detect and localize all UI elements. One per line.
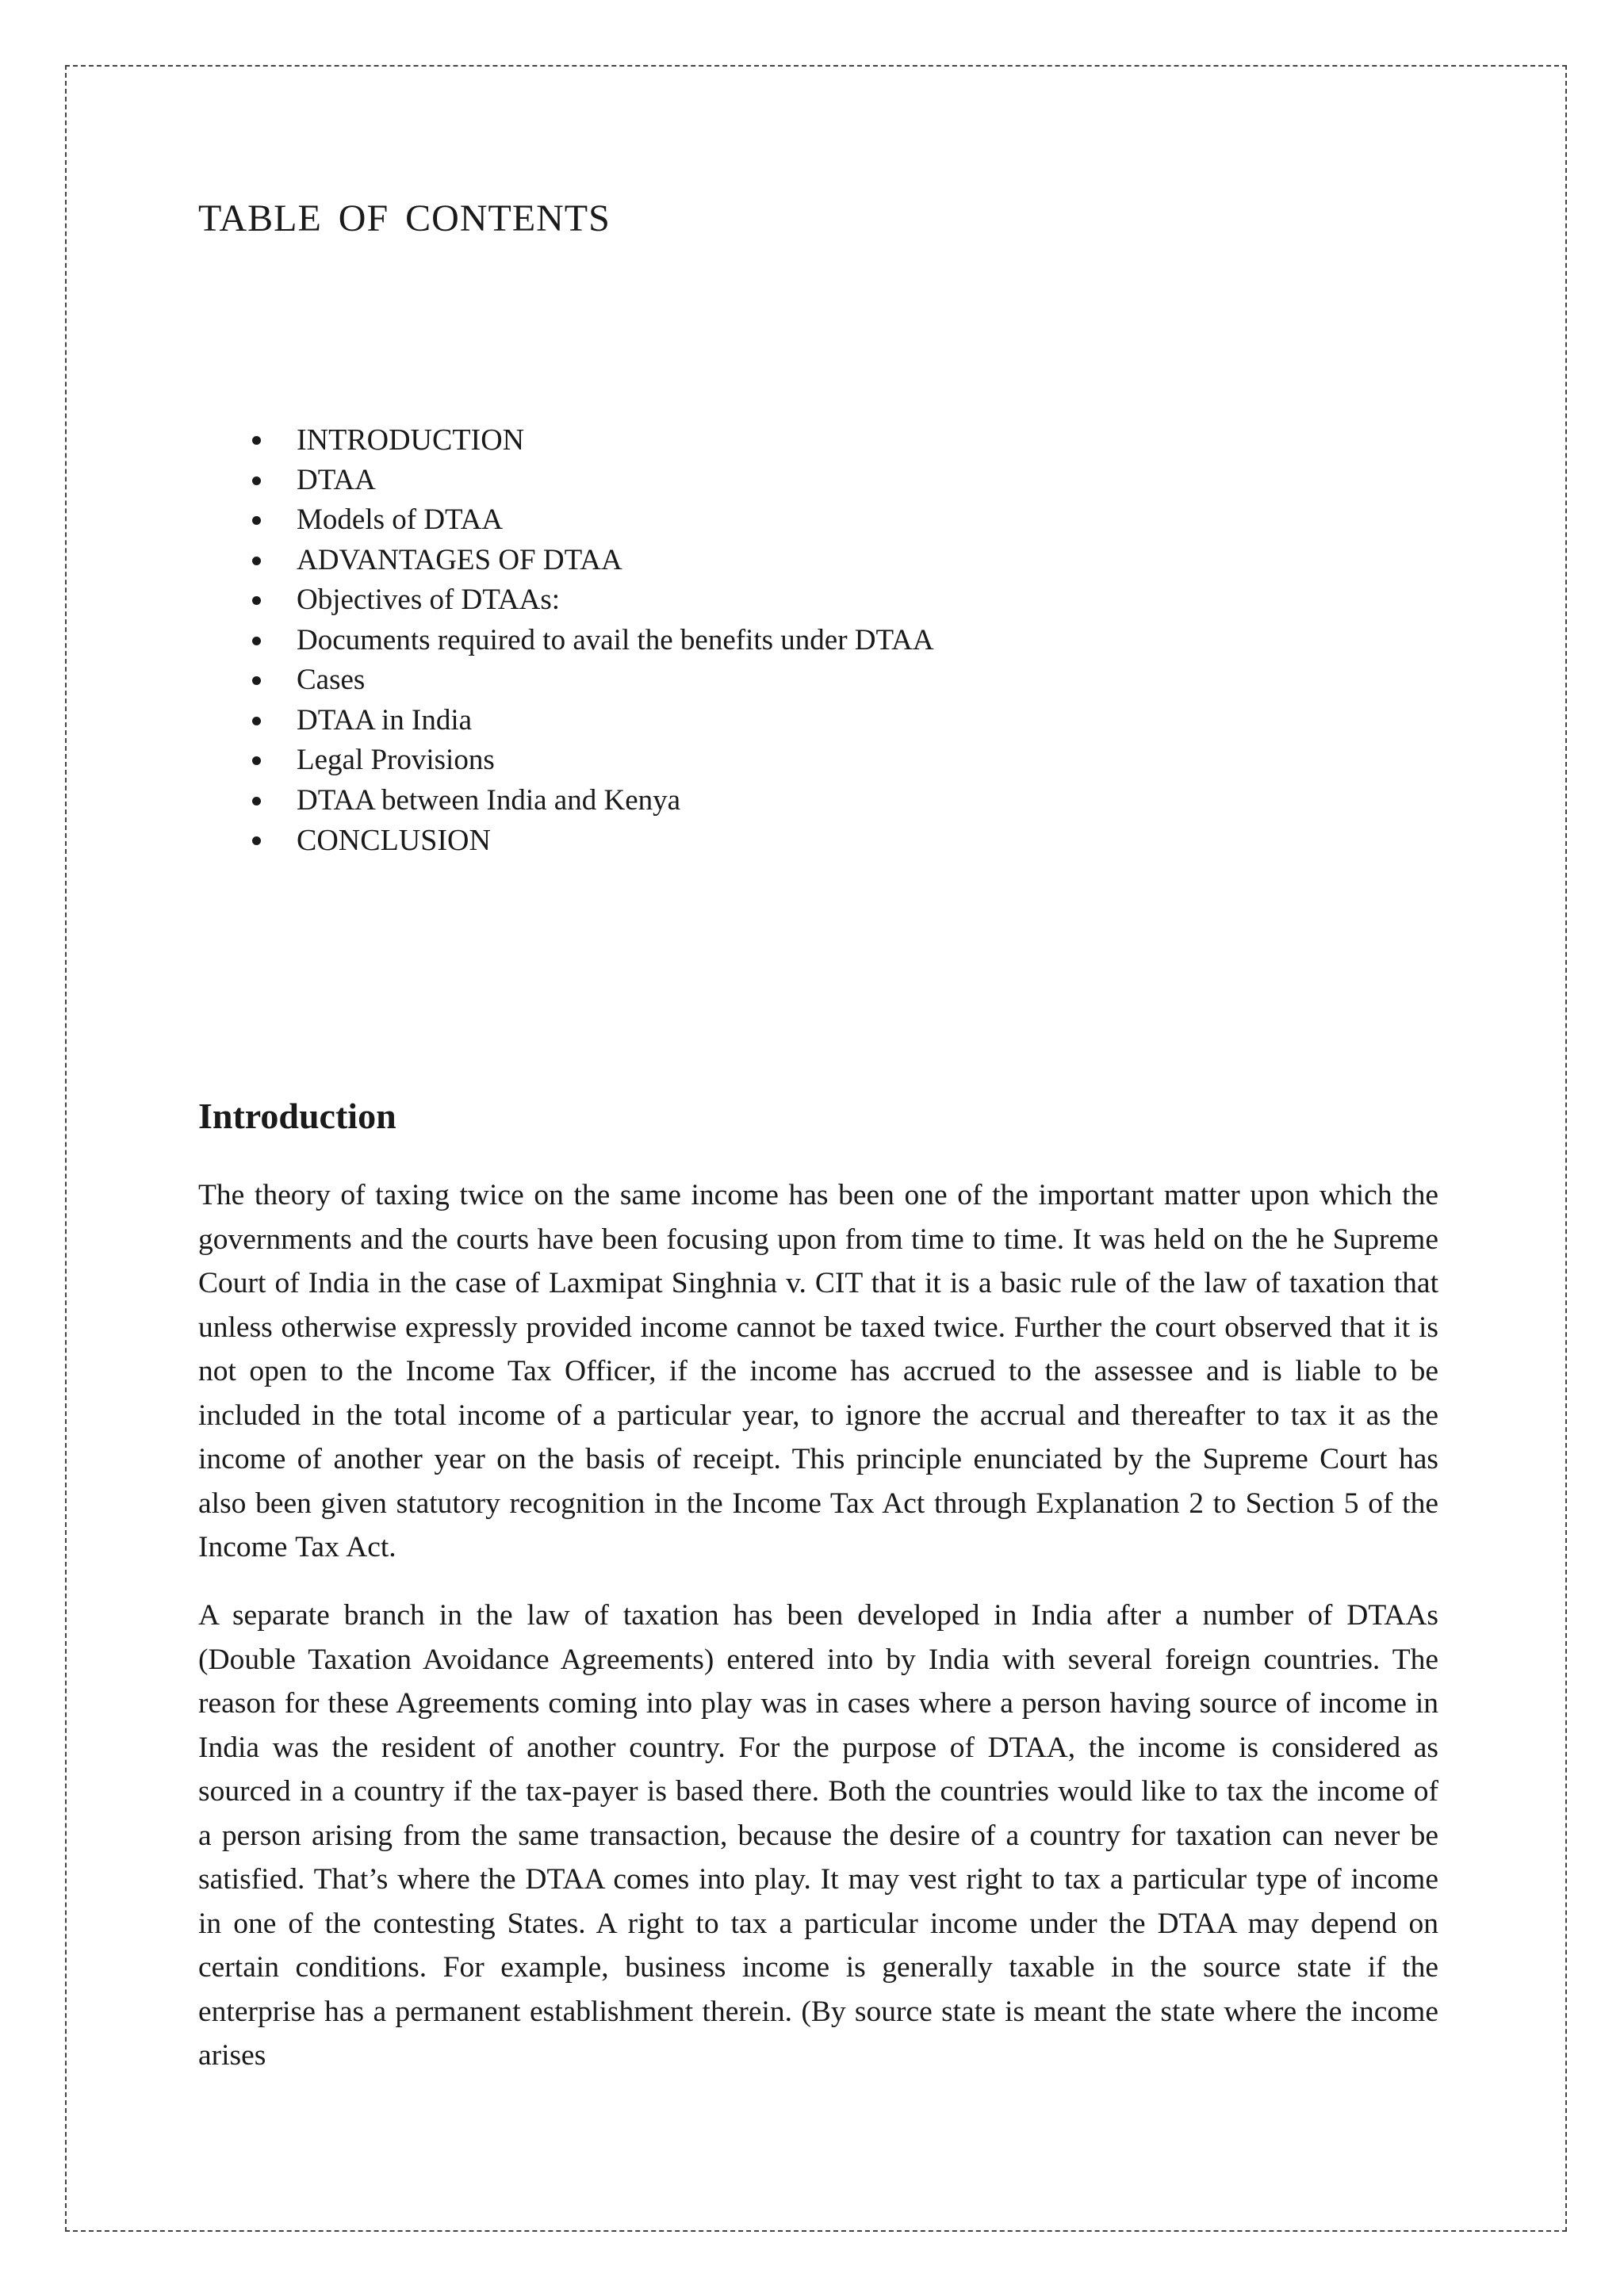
toc-item: CONCLUSION: [198, 821, 934, 861]
toc-list: [198, 420, 934, 861]
toc-item: Documents required to avail the benefits under DTAA: [198, 621, 934, 661]
toc-item: DTAA in India: [198, 701, 934, 741]
introduction-paragraph-2: A separate branch in the law of taxation has been developed in India after a number of DTAAs (Double Taxation Avoidance Agreements) entered into by India with several foreign countries. The reason for these Agreements coming into play was in cases where a person having source of income in India was the resident of another country. For the purpose of DTAA, the income is considered as sourced in a country if the tax-payer is based there. Both the countries would like to tax the income of a person arising from the same transaction, because the desire of a country for taxation can never be satisfied. That’s where the DTAA comes into play. It may vest right to tax a particular type of income in one of the contesting States. A right to tax a particular income under the DTAA may depend on certain conditions. For example, business income is generally taxable in the source state if the enterprise has a permanent establishment therein. (By source state is meant the state where the income arises: [198, 1599, 1438, 2072]
toc-item: INTRODUCTION: [198, 420, 934, 461]
introduction-heading: Introduction: [198, 1096, 396, 1136]
toc-item: DTAA: [198, 461, 934, 501]
toc-item: Legal Provisions: [198, 740, 934, 781]
toc-item: Models of DTAA: [198, 500, 934, 541]
toc-title: TABLE OF CONTENTS: [198, 197, 611, 239]
introduction-paragraph-1: The theory of taxing twice on the same income has been one of the important matter upon which the governments and the courts have been focusing upon from time to time. It was held on the he Supreme Court of India in the case of Laxmipat Singhnia v. CIT that it is a basic rule of the law of taxation that unless otherwise expressly provided income cannot be taxed twice. Further the court observed that it is not open to the Income Tax Officer, if the income has accrued to the assessee and is liable to be included in the total income of a particular year, to ignore the accrual and thereafter to tax it as the income of another year on the basis of receipt. This principle enunciated by the Supreme Court has also been given statutory recognition in the Income Tax Act through Explanation 2 to Section 5 of the Income Tax Act.: [198, 1179, 1438, 1563]
toc-item: Objectives of DTAAs:: [198, 580, 934, 621]
toc-item: ADVANTAGES OF DTAA: [198, 541, 934, 581]
toc-item: DTAA between India and Kenya: [198, 781, 934, 821]
toc-item: Cases: [198, 660, 934, 701]
